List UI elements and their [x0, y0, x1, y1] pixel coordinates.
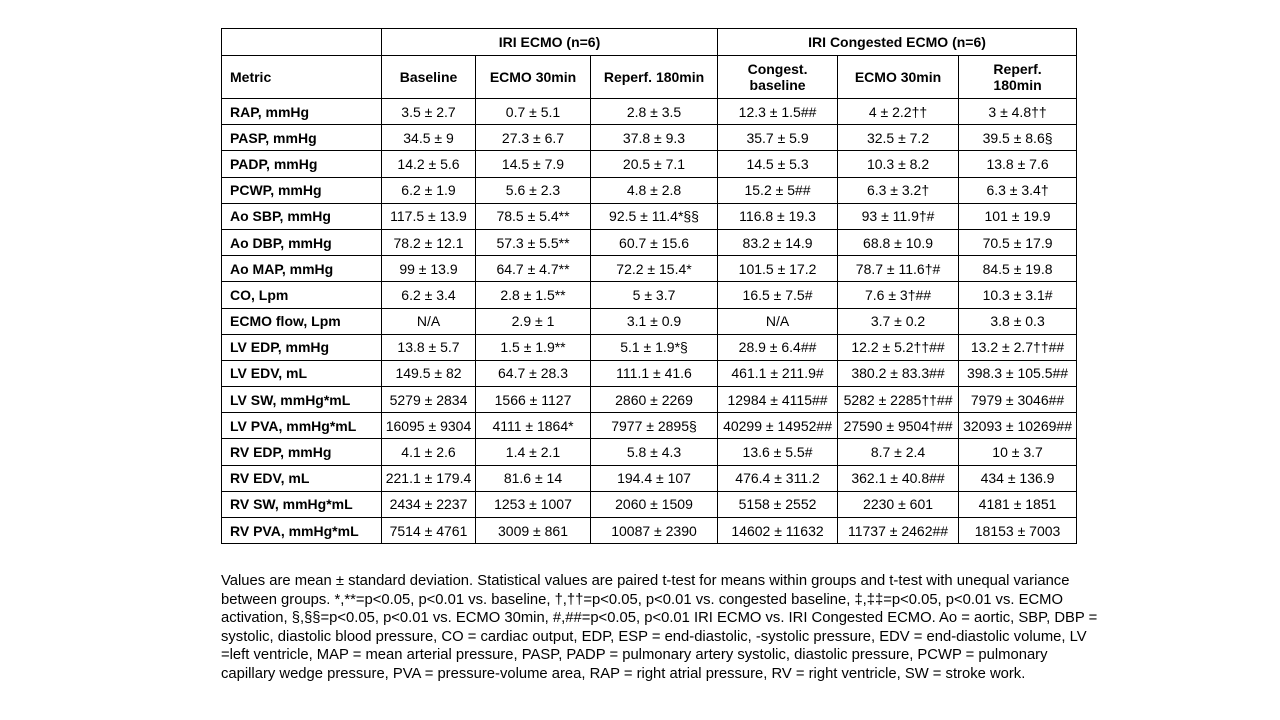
table-cell: 13.8 ± 7.6 — [959, 151, 1077, 177]
group-header-row — [222, 29, 1077, 56]
table-row — [222, 125, 1077, 151]
table-cell: 6.3 ± 3.2† — [838, 177, 959, 203]
table-cell: 3.7 ± 0.2 — [838, 308, 959, 334]
table-cell: 221.1 ± 179.4 — [382, 465, 476, 491]
table-cell: 1566 ± 1127 — [476, 387, 591, 413]
table-cell: 0.7 ± 5.1 — [476, 99, 591, 125]
table-cell: 398.3 ± 105.5## — [959, 360, 1077, 386]
metric-label: CO, Lpm — [222, 282, 382, 308]
group-header-iri-ecmo: IRI ECMO (n=6) — [382, 29, 718, 56]
column-header-reperf-180min: Reperf. 180min — [591, 56, 718, 99]
table-row — [222, 387, 1077, 413]
table-row — [222, 334, 1077, 360]
table-cell: 14602 ± 11632 — [718, 518, 838, 544]
table-cell: 78.5 ± 5.4** — [476, 203, 591, 229]
table-cell: 72.2 ± 15.4* — [591, 256, 718, 282]
group-header-iri-congested-ecmo: IRI Congested ECMO (n=6) — [718, 29, 1077, 56]
table-cell: 64.7 ± 4.7** — [476, 256, 591, 282]
table-cell: 92.5 ± 11.4*§§ — [591, 203, 718, 229]
table-cell: 4181 ± 1851 — [959, 491, 1077, 517]
table-cell: 14.5 ± 5.3 — [718, 151, 838, 177]
table-cell: 35.7 ± 5.9 — [718, 125, 838, 151]
table-cell: 3.1 ± 0.9 — [591, 308, 718, 334]
table-cell: 101 ± 19.9 — [959, 203, 1077, 229]
table-cell: 18153 ± 7003 — [959, 518, 1077, 544]
table-cell: 111.1 ± 41.6 — [591, 360, 718, 386]
table-cell: 1.5 ± 1.9** — [476, 334, 591, 360]
table-cell: 5282 ± 2285††## — [838, 387, 959, 413]
table-cell: N/A — [718, 308, 838, 334]
table-cell: 7514 ± 4761 — [382, 518, 476, 544]
table-cell: N/A — [382, 308, 476, 334]
table-cell: 12.2 ± 5.2††## — [838, 334, 959, 360]
table-cell: 12.3 ± 1.5## — [718, 99, 838, 125]
table-cell: 6.3 ± 3.4† — [959, 177, 1077, 203]
table-cell: 7977 ± 2895§ — [591, 413, 718, 439]
column-header-congested-ecmo-30min: ECMO 30min — [838, 56, 959, 99]
metric-label: LV EDP, mmHg — [222, 334, 382, 360]
table-cell: 194.4 ± 107 — [591, 465, 718, 491]
table-cell: 20.5 ± 7.1 — [591, 151, 718, 177]
table-cell: 83.2 ± 14.9 — [718, 229, 838, 255]
table-cell: 78.2 ± 12.1 — [382, 229, 476, 255]
table-cell: 461.1 ± 211.9# — [718, 360, 838, 386]
table-cell: 380.2 ± 83.3## — [838, 360, 959, 386]
table-cell: 5.1 ± 1.9*§ — [591, 334, 718, 360]
table-cell: 70.5 ± 17.9 — [959, 229, 1077, 255]
table-cell: 93 ± 11.9†# — [838, 203, 959, 229]
metric-label: RV EDP, mmHg — [222, 439, 382, 465]
table-row — [222, 308, 1077, 334]
metric-label: RV SW, mmHg*mL — [222, 491, 382, 517]
table-cell: 7.6 ± 3†## — [838, 282, 959, 308]
table-cell: 81.6 ± 14 — [476, 465, 591, 491]
table-cell: 3 ± 4.8†† — [959, 99, 1077, 125]
metric-label: Ao MAP, mmHg — [222, 256, 382, 282]
hemodynamics-table — [221, 28, 1077, 544]
table-row — [222, 491, 1077, 517]
table-cell: 84.5 ± 19.8 — [959, 256, 1077, 282]
table-cell: 40299 ± 14952## — [718, 413, 838, 439]
table-cell: 434 ± 136.9 — [959, 465, 1077, 491]
table-row — [222, 203, 1077, 229]
column-header-baseline: Baseline — [382, 56, 476, 99]
table-cell: 5279 ± 2834 — [382, 387, 476, 413]
table-cell: 32093 ± 10269## — [959, 413, 1077, 439]
table-cell: 28.9 ± 6.4## — [718, 334, 838, 360]
table-cell: 116.8 ± 19.3 — [718, 203, 838, 229]
table-cell: 27590 ± 9504†## — [838, 413, 959, 439]
table-cell: 57.3 ± 5.5** — [476, 229, 591, 255]
table-cell: 16.5 ± 7.5# — [718, 282, 838, 308]
table-row — [222, 518, 1077, 544]
table-cell: 117.5 ± 13.9 — [382, 203, 476, 229]
table-cell: 13.2 ± 2.7††## — [959, 334, 1077, 360]
table-cell: 2.8 ± 1.5** — [476, 282, 591, 308]
table-cell: 2.8 ± 3.5 — [591, 99, 718, 125]
table-cell: 64.7 ± 28.3 — [476, 360, 591, 386]
table-cell: 5.6 ± 2.3 — [476, 177, 591, 203]
table-cell: 4 ± 2.2†† — [838, 99, 959, 125]
table-cell: 476.4 ± 311.2 — [718, 465, 838, 491]
table-row — [222, 256, 1077, 282]
table-cell: 2434 ± 2237 — [382, 491, 476, 517]
table-row — [222, 465, 1077, 491]
metric-label: RAP, mmHg — [222, 99, 382, 125]
metric-label: LV PVA, mmHg*mL — [222, 413, 382, 439]
metric-label: LV SW, mmHg*mL — [222, 387, 382, 413]
table-cell: 14.2 ± 5.6 — [382, 151, 476, 177]
table-cell: 2230 ± 601 — [838, 491, 959, 517]
metric-label: PASP, mmHg — [222, 125, 382, 151]
metric-label: PCWP, mmHg — [222, 177, 382, 203]
table-cell: 99 ± 13.9 — [382, 256, 476, 282]
table-cell: 2060 ± 1509 — [591, 491, 718, 517]
table-cell: 3.5 ± 2.7 — [382, 99, 476, 125]
table-cell: 2.9 ± 1 — [476, 308, 591, 334]
table-cell: 5.8 ± 4.3 — [591, 439, 718, 465]
table-cell: 362.1 ± 40.8## — [838, 465, 959, 491]
table-cell: 7979 ± 3046## — [959, 387, 1077, 413]
table-row — [222, 282, 1077, 308]
table-cell: 16095 ± 9304 — [382, 413, 476, 439]
table-cell: 4.1 ± 2.6 — [382, 439, 476, 465]
table-cell: 10.3 ± 3.1# — [959, 282, 1077, 308]
table-cell: 15.2 ± 5## — [718, 177, 838, 203]
column-header-metric: Metric — [222, 56, 382, 99]
metric-label: Ao DBP, mmHg — [222, 229, 382, 255]
metric-label: PADP, mmHg — [222, 151, 382, 177]
table-body — [222, 99, 1077, 544]
table-row — [222, 439, 1077, 465]
column-header-congested-reperf-180min: Reperf. 180min — [959, 56, 1077, 99]
table-cell: 11737 ± 2462## — [838, 518, 959, 544]
table-cell: 10.3 ± 8.2 — [838, 151, 959, 177]
table-footnote: Values are mean ± standard deviation. Statistical values are paired t-test for means within groups and t-test with unequal variance between groups. *,**=p<0.05, p<0.01 vs. baseline, †,††=p<0.05, p<0.01 vs. congested baseline, ‡,‡‡=p<0.05, p<0.01 vs. ECMO activation, §,§§=p<0.05, p<0.01 vs. ECMO 30min, #,##=p<0.05, p<0.01 IRI ECMO vs. IRI Congested ECMO. Ao = aortic, SBP, DBP = systolic, diastolic blood pressure, CO = cardiac output, EDP, ESP = end-diastolic, -systolic pressure, EDV = end-diastolic volume, LV =left ventricle, MAP = mean arterial pressure, PASP, PADP = pulmonary artery systolic, diastolic pressure, PCWP = pulmonary capillary wedge pressure, PVA = pressure-volume area, RAP = right atrial pressure, RV = right ventricle, SW = stroke work. — [221, 573, 1098, 682]
metric-label: RV PVA, mmHg*mL — [222, 518, 382, 544]
column-header-row — [222, 56, 1077, 99]
table-cell: 32.5 ± 7.2 — [838, 125, 959, 151]
table-cell: 2860 ± 2269 — [591, 387, 718, 413]
table-cell: 13.6 ± 5.5# — [718, 439, 838, 465]
column-header-congest-baseline: Congest. baseline — [718, 56, 838, 99]
table-cell: 5158 ± 2552 — [718, 491, 838, 517]
table-cell: 3.8 ± 0.3 — [959, 308, 1077, 334]
table-cell: 39.5 ± 8.6§ — [959, 125, 1077, 151]
table-row — [222, 99, 1077, 125]
table-cell: 101.5 ± 17.2 — [718, 256, 838, 282]
table-cell: 4.8 ± 2.8 — [591, 177, 718, 203]
empty-corner-cell — [222, 29, 382, 56]
table-cell: 10087 ± 2390 — [591, 518, 718, 544]
table-cell: 68.8 ± 10.9 — [838, 229, 959, 255]
table-cell: 5 ± 3.7 — [591, 282, 718, 308]
table-cell: 60.7 ± 15.6 — [591, 229, 718, 255]
table-cell: 6.2 ± 1.9 — [382, 177, 476, 203]
table-cell: 8.7 ± 2.4 — [838, 439, 959, 465]
metric-label: Ao SBP, mmHg — [222, 203, 382, 229]
table-cell: 149.5 ± 82 — [382, 360, 476, 386]
table-cell: 6.2 ± 3.4 — [382, 282, 476, 308]
table-cell: 10 ± 3.7 — [959, 439, 1077, 465]
table-cell: 1253 ± 1007 — [476, 491, 591, 517]
table-cell: 27.3 ± 6.7 — [476, 125, 591, 151]
table-row — [222, 229, 1077, 255]
table-cell: 3009 ± 861 — [476, 518, 591, 544]
metric-label: RV EDV, mL — [222, 465, 382, 491]
table-row — [222, 177, 1077, 203]
table-cell: 78.7 ± 11.6†# — [838, 256, 959, 282]
table-cell: 12984 ± 4115## — [718, 387, 838, 413]
metric-label: LV EDV, mL — [222, 360, 382, 386]
table-cell: 34.5 ± 9 — [382, 125, 476, 151]
table-cell: 13.8 ± 5.7 — [382, 334, 476, 360]
table-cell: 4111 ± 1864* — [476, 413, 591, 439]
table-cell: 37.8 ± 9.3 — [591, 125, 718, 151]
column-header-ecmo-30min: ECMO 30min — [476, 56, 591, 99]
table-cell: 14.5 ± 7.9 — [476, 151, 591, 177]
table-row — [222, 151, 1077, 177]
table-row — [222, 413, 1077, 439]
metric-label: ECMO flow, Lpm — [222, 308, 382, 334]
table-cell: 1.4 ± 2.1 — [476, 439, 591, 465]
table-row — [222, 360, 1077, 386]
hemodynamics-table-container — [221, 28, 1076, 544]
